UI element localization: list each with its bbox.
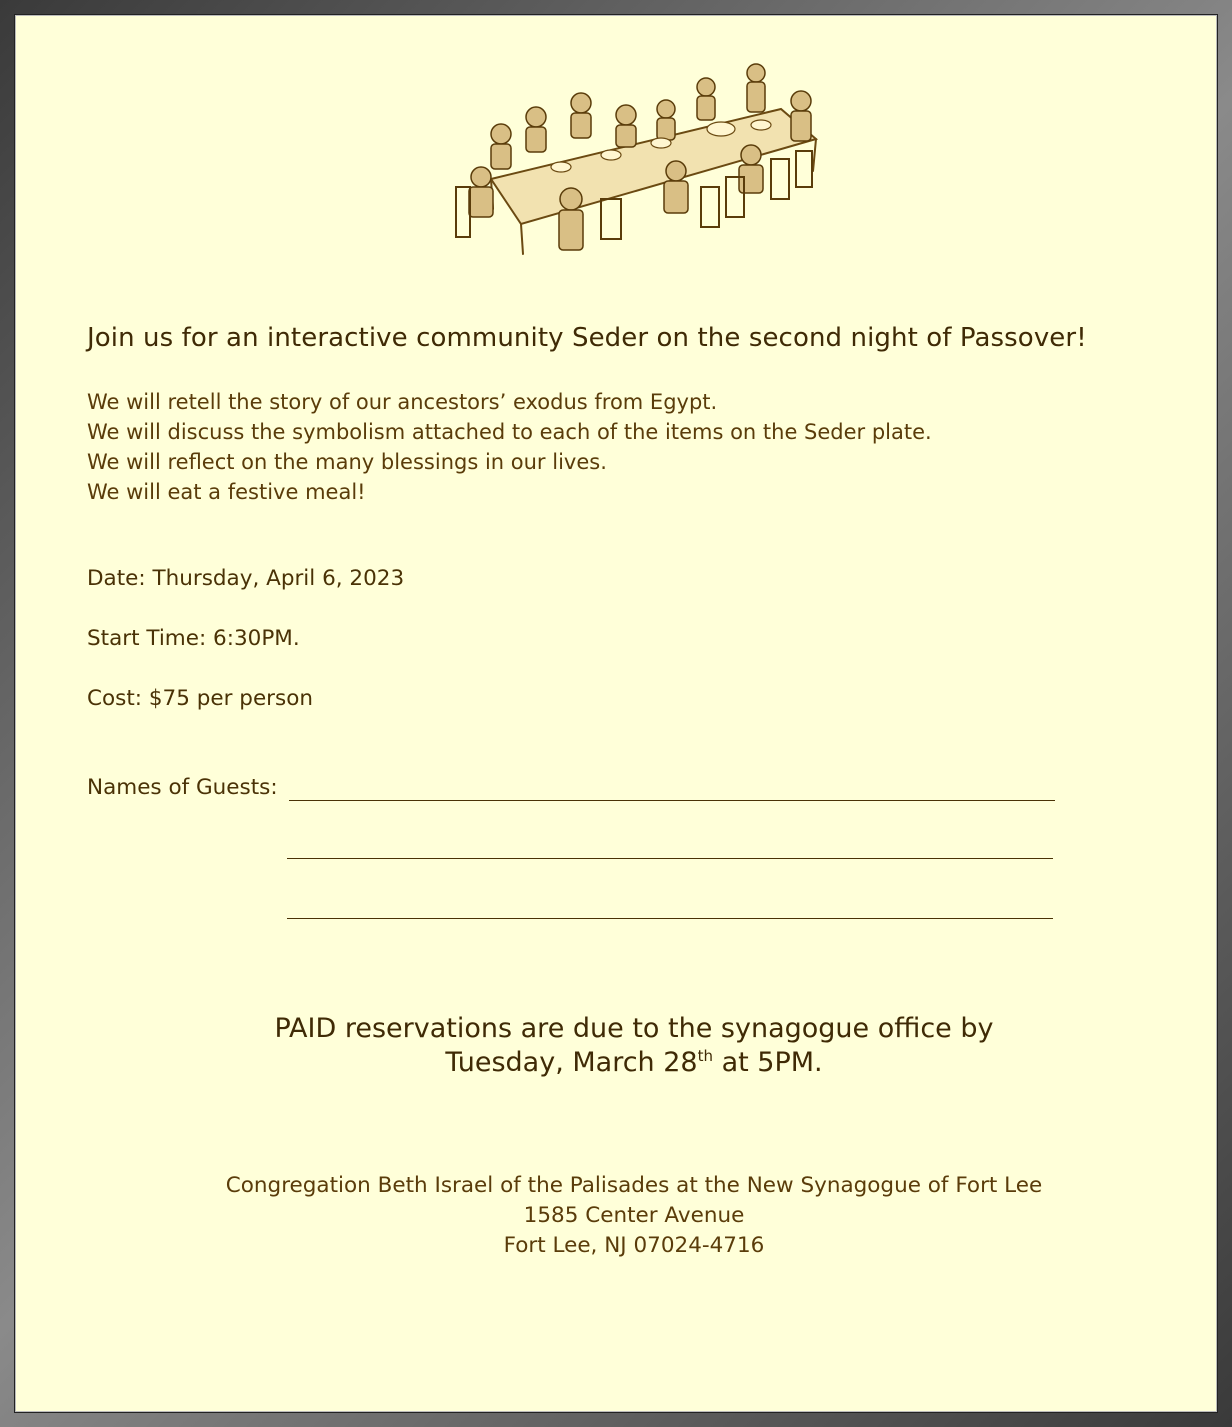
cost: Cost: $75 per person bbox=[87, 686, 313, 711]
start-time: Start Time: 6:30PM. bbox=[87, 626, 300, 651]
guest-name-line[interactable] bbox=[289, 800, 1055, 801]
deadline-line-2 bbox=[15, 1047, 1232, 1078]
congregation-name: Congregation Beth Israel of the Palisades at the New Synagogue of Fort Lee bbox=[225, 1173, 1043, 1198]
description-list bbox=[87, 387, 932, 507]
guests-label: Names of Guests: bbox=[87, 775, 278, 800]
headline: Join us for an interactive community Seder on the second night of Passover! bbox=[87, 323, 1087, 353]
guest-name-line[interactable] bbox=[287, 918, 1053, 919]
description-line: We will discuss the symbolism attached to each of the items on the Seder plate. bbox=[87, 420, 932, 444]
event-date: Date: Thursday, April 6, 2023 bbox=[87, 566, 405, 591]
city-state-zip: Fort Lee, NJ 07024-4716 bbox=[503, 1233, 765, 1258]
flyer-page bbox=[14, 14, 1218, 1413]
street-address: 1585 Center Avenue bbox=[523, 1203, 745, 1228]
description-line: We will retell the story of our ancestors’ exodus from Egypt. bbox=[87, 390, 718, 414]
deadline-suffix: th bbox=[697, 1047, 713, 1065]
guest-name-line[interactable] bbox=[287, 858, 1053, 859]
deadline-line-1: PAID reservations are due to the synagogue office by bbox=[274, 1013, 994, 1044]
deadline-date: Tuesday, March 28 bbox=[445, 1047, 698, 1078]
seder-table-illustration bbox=[451, 59, 835, 277]
description-line: We will reflect on the many blessings in our lives. bbox=[87, 450, 607, 474]
deadline-time: at 5PM. bbox=[713, 1047, 823, 1078]
description-line: We will eat a festive meal! bbox=[87, 480, 366, 504]
